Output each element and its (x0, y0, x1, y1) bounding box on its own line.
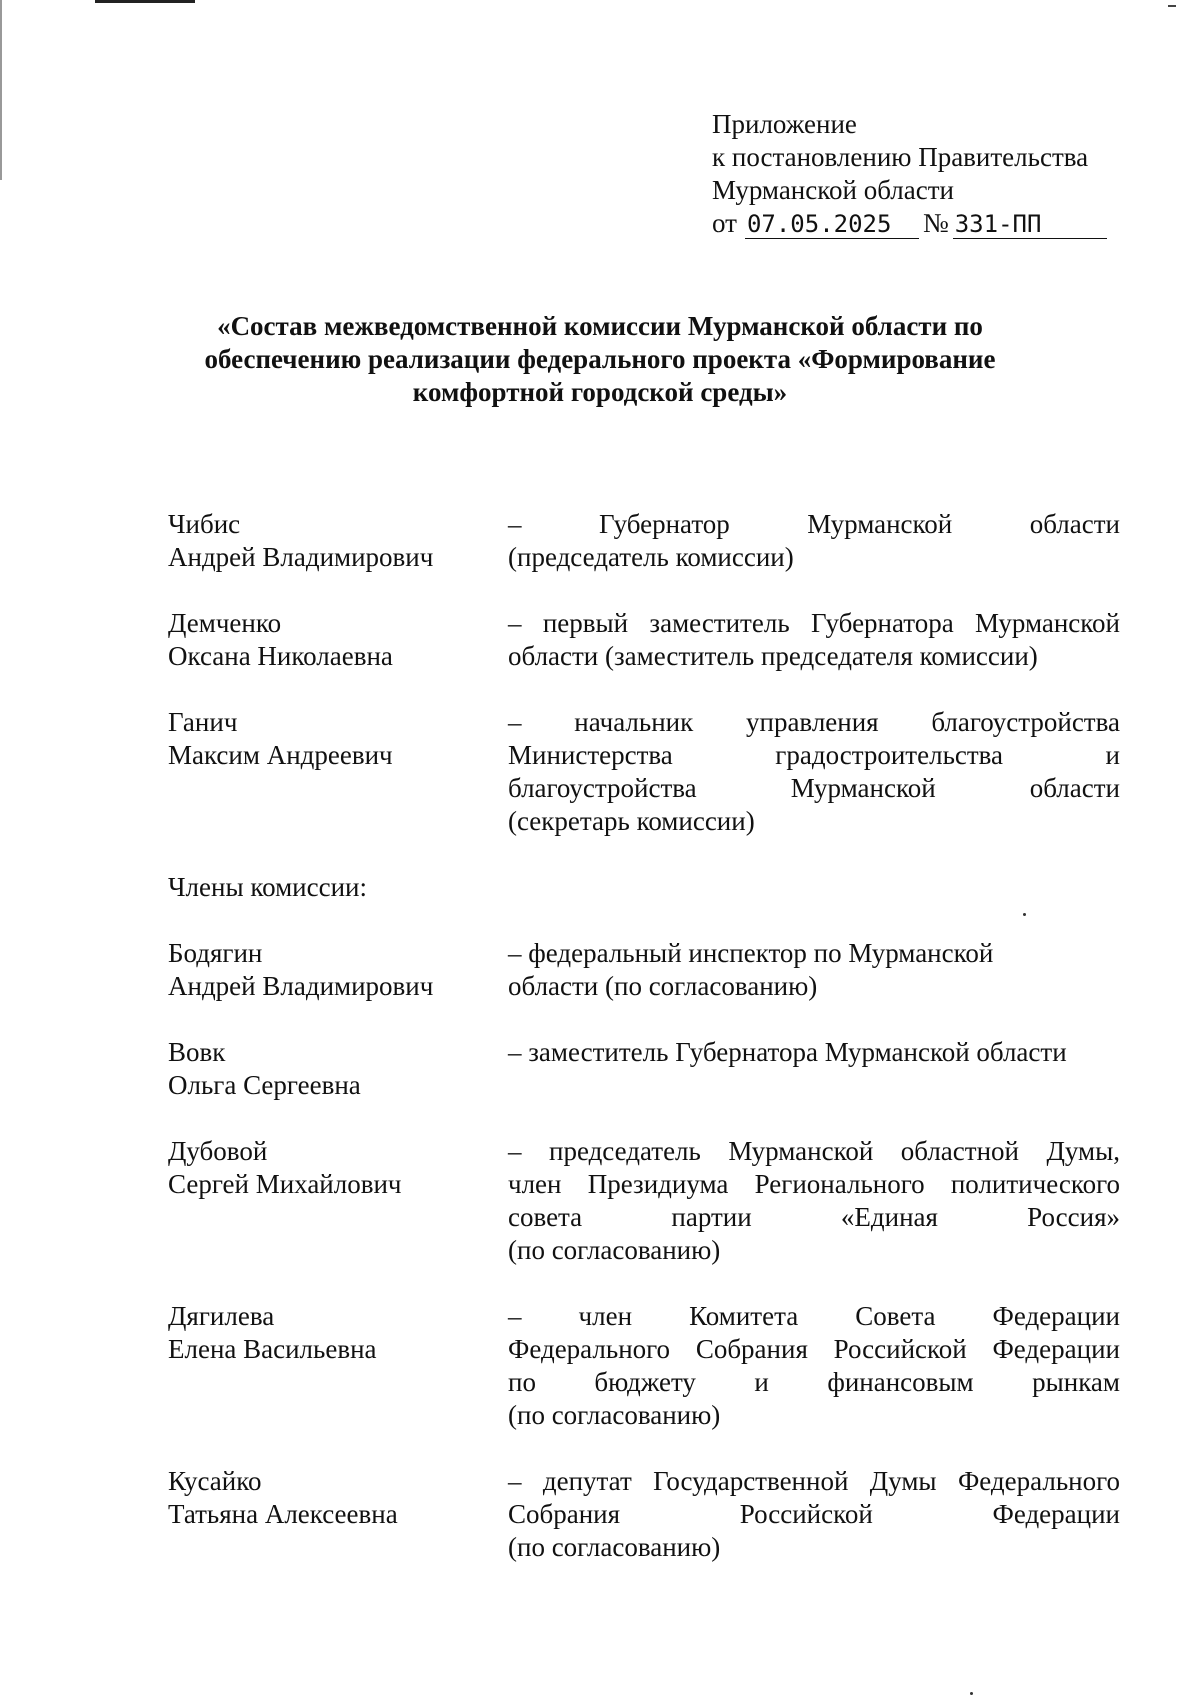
member-surname: Ганич (168, 707, 238, 737)
member-given-name: Татьяна Алексеевна (168, 1499, 398, 1529)
scan-edge-left (0, 0, 2, 180)
member-given-name: Максим Андреевич (168, 740, 393, 770)
member-given-name: Андрей Владимирович (168, 971, 434, 1001)
role-line: (секретарь комиссии) (508, 806, 755, 836)
member-given-name: Оксана Николаевна (168, 641, 393, 671)
member-name (168, 1465, 508, 1564)
member-surname: Дубовой (168, 1136, 268, 1166)
role-line: Министерства градостроительства и (508, 740, 1120, 770)
member-surname: Бодягин (168, 938, 263, 968)
member-role (508, 1135, 1120, 1267)
member-row (168, 1036, 1120, 1102)
role-line: – депутат Государственной Думы Федерального (508, 1466, 1120, 1496)
member-row (168, 1300, 1120, 1432)
member-name (168, 1036, 508, 1102)
decree-reference (712, 207, 1107, 240)
members-section-label: Члены комиссии: (168, 872, 367, 902)
role-line: (по согласованию) (508, 1400, 721, 1430)
document-title (170, 310, 1030, 409)
decree-number: 331-ПП (953, 210, 1107, 239)
scan-artifact-right (1168, 5, 1176, 7)
role-line: – председатель Мурманской областной Думы, (508, 1136, 1120, 1166)
role-line: (по согласованию) (508, 1532, 721, 1562)
appendix-line-3: Мурманской области (712, 175, 954, 205)
role-line: области (заместитель председателя комиссии) (508, 641, 1038, 671)
decree-date: 07.05.2025 (745, 210, 919, 239)
member-surname: Дягилева (168, 1301, 275, 1331)
commission-list (168, 508, 1120, 1564)
member-name (168, 937, 508, 1003)
role-line: – член Комитета Совета Федерации (508, 1301, 1120, 1331)
role-line: – Губернатор Мурманской области (508, 509, 1120, 539)
member-role (508, 937, 1120, 1003)
member-name (168, 706, 508, 838)
member-surname: Чибис (168, 509, 241, 539)
member-surname: Демченко (168, 608, 282, 638)
scan-artifact-top (95, 0, 195, 3)
title-line-3: комфортной городской среды» (412, 377, 788, 407)
title-line-2: обеспечению реализации федерального проекта «Формирование (204, 344, 996, 374)
member-row (168, 937, 1120, 1003)
member-role (508, 607, 1120, 673)
role-line: Федерального Собрания Российской Федерации (508, 1334, 1120, 1364)
member-name (168, 607, 508, 673)
member-role (508, 1036, 1120, 1102)
appendix-line-2: к постановлению Правительства (712, 142, 1089, 172)
role-line: член Президиума Регионального политического (508, 1169, 1120, 1199)
member-row (168, 1135, 1120, 1267)
number-label: № (922, 208, 949, 238)
member-row (168, 607, 1120, 673)
member-row (168, 508, 1120, 574)
role-line: благоустройства Мурманской области (508, 773, 1120, 803)
member-given-name: Ольга Сергеевна (168, 1070, 361, 1100)
from-label: от (712, 208, 737, 238)
role-line: (председатель комиссии) (508, 542, 794, 572)
member-row (168, 706, 1120, 838)
role-line: Собрания Российской Федерации (508, 1499, 1120, 1529)
member-name (168, 508, 508, 574)
member-role (508, 706, 1120, 838)
role-line: (по согласованию) (508, 1235, 721, 1265)
appendix-line-1: Приложение (712, 109, 857, 139)
member-role (508, 1465, 1120, 1564)
member-surname: Вовк (168, 1037, 226, 1067)
member-name (168, 1300, 508, 1432)
member-given-name: Андрей Владимирович (168, 542, 434, 572)
role-line: – первый заместитель Губернатора Мурманской (508, 608, 1120, 638)
member-given-name: Сергей Михайлович (168, 1169, 402, 1199)
member-role (508, 508, 1120, 574)
role-line: – заместитель Губернатора Мурманской области (508, 1037, 1067, 1067)
role-line: – начальник управления благоустройства (508, 707, 1120, 737)
role-line: – федеральный инспектор по Мурманской (508, 938, 994, 968)
title-line-1: «Состав межведомственной комиссии Мурманской области по (217, 311, 983, 341)
role-line: области (по согласованию) (508, 971, 818, 1001)
member-given-name: Елена Васильевна (168, 1334, 377, 1364)
member-surname: Кусайко (168, 1466, 262, 1496)
appendix-header (712, 108, 1107, 240)
role-line: совета партии «Единая Россия» (508, 1202, 1120, 1232)
member-row (168, 1465, 1120, 1564)
member-role (508, 1300, 1120, 1432)
scan-speck (970, 1692, 973, 1695)
role-line: по бюджету и финансовым рынкам (508, 1367, 1120, 1397)
member-name (168, 1135, 508, 1267)
